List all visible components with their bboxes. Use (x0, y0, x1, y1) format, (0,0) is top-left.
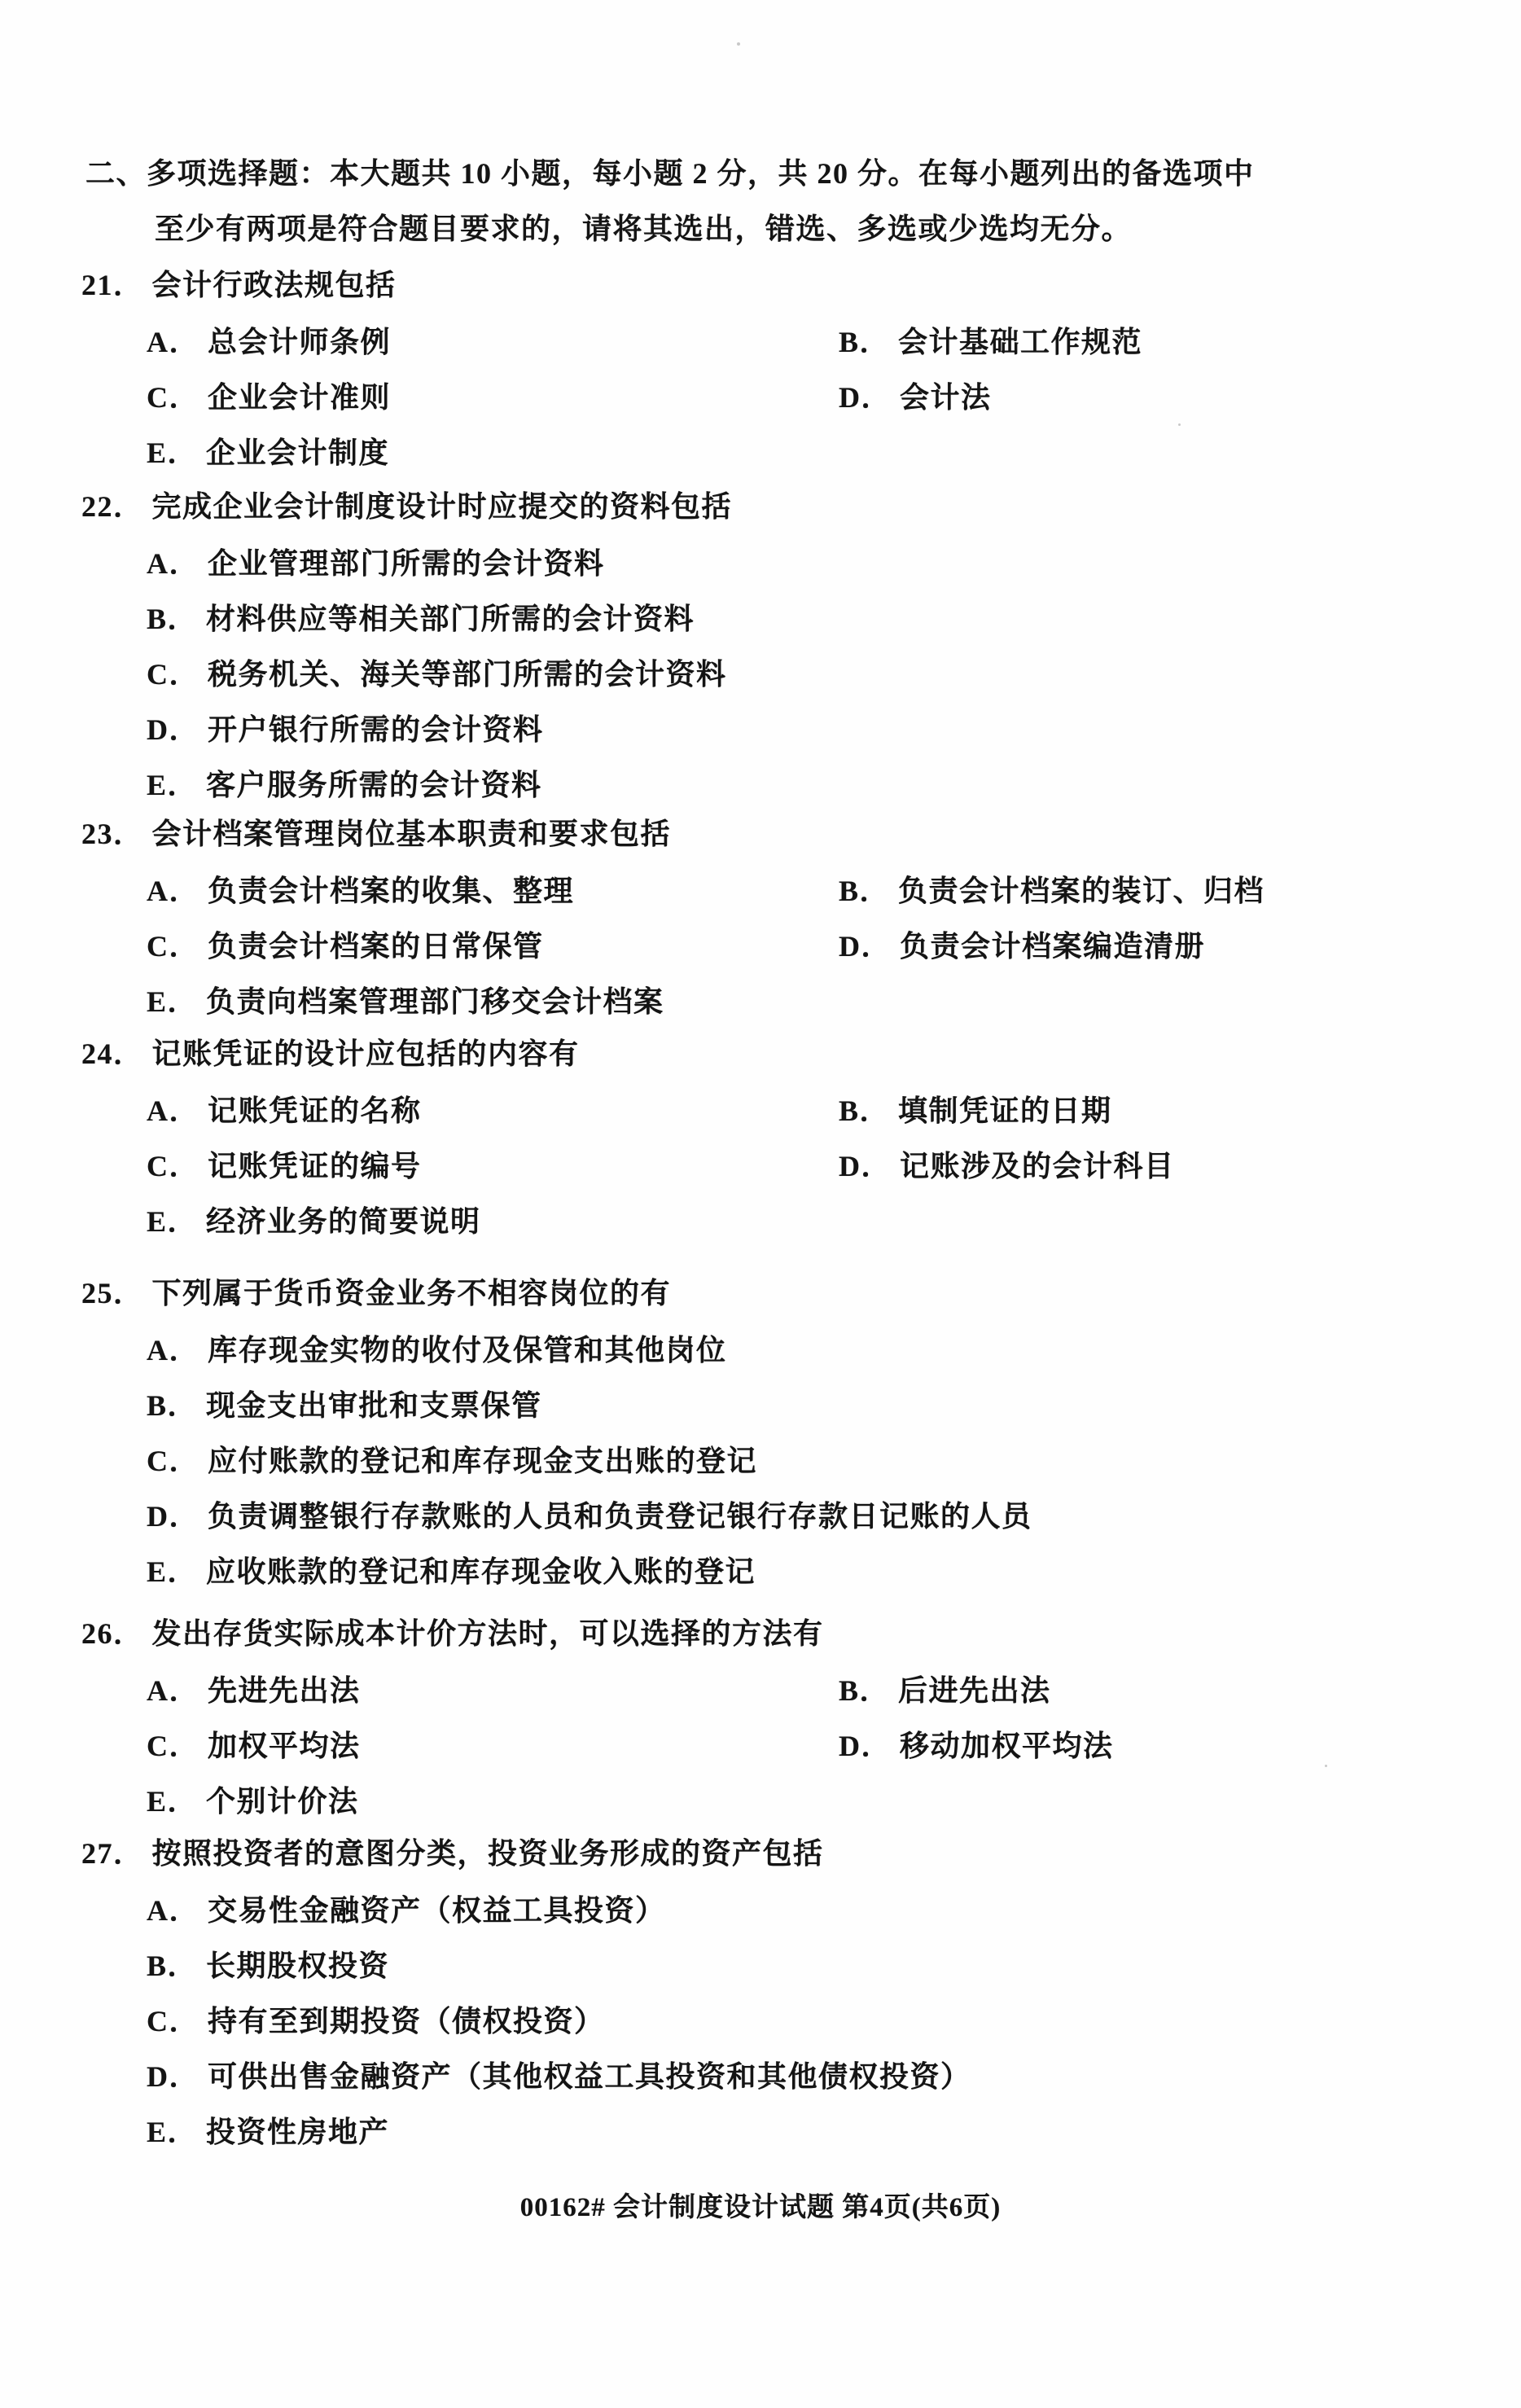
option-text: 个别计价法 (206, 1785, 359, 1818)
option-25-B (147, 1389, 542, 1423)
option-label: A． (147, 326, 199, 358)
option-label: C． (147, 930, 199, 963)
option-label: D． (147, 1500, 199, 1533)
option-text: 库存现金实物的收付及保管和其他岗位 (208, 1334, 727, 1366)
option-25-E (147, 1555, 756, 1589)
option-text: 持有至到期投资（债权投资） (208, 2005, 605, 2037)
option-text: 可供出售金融资产（其他权益工具投资和其他债权投资） (208, 2060, 971, 2093)
option-label: E． (147, 1205, 199, 1238)
question-stem: 下列属于货币资金业务不相容岗位的有 (151, 1277, 672, 1309)
option-22-B (147, 603, 695, 636)
option-23-E (147, 985, 664, 1019)
option-21-B (839, 326, 1142, 359)
option-text: 企业会计准则 (208, 381, 392, 414)
option-text: 先进先出法 (208, 1674, 361, 1707)
section-header-line2: 至少有两项是符合题目要求的，请将其选出，错选、多选或少选均无分。 (155, 213, 1133, 245)
question-27 (0, 1837, 1521, 1871)
option-label: D． (147, 2060, 199, 2093)
option-label: A． (147, 1674, 199, 1707)
option-label: C． (147, 658, 199, 691)
option-23-C (147, 930, 544, 963)
option-text: 税务机关、海关等部门所需的会计资料 (208, 658, 727, 691)
option-label: A． (147, 547, 199, 580)
option-label: C． (147, 1445, 199, 1477)
option-label: E． (147, 2116, 199, 2148)
page-footer: 00162# 会计制度设计试题 第4页(共6页) (519, 2193, 1002, 2222)
option-label: C． (147, 1150, 199, 1182)
option-label: A． (147, 1334, 199, 1366)
question-number: 25． (81, 1277, 144, 1309)
question-stem: 记账凭证的设计应包括的内容有 (151, 1037, 580, 1070)
option-26-B (839, 1674, 1051, 1708)
option-label: C． (147, 2005, 199, 2037)
option-text: 负责会计档案的收集、整理 (208, 875, 575, 907)
option-label: A． (147, 1094, 199, 1127)
option-label: E． (147, 985, 199, 1018)
option-text: 会计基础工作规范 (898, 326, 1143, 358)
scan-speck (737, 42, 740, 46)
option-label: E． (147, 769, 199, 801)
option-text: 交易性金融资产（权益工具投资） (208, 1894, 666, 1927)
option-text: 长期股权投资 (206, 1950, 390, 1982)
option-25-D (147, 1500, 1032, 1533)
option-text: 加权平均法 (208, 1730, 361, 1762)
option-text: 后进先出法 (898, 1674, 1051, 1707)
option-text: 现金支出审批和支票保管 (206, 1389, 542, 1422)
question-number: 26． (81, 1617, 144, 1650)
question-stem: 完成企业会计制度设计时应提交的资料包括 (151, 490, 733, 523)
scan-speck (1325, 1765, 1327, 1767)
option-25-A (147, 1334, 727, 1367)
option-text: 客户服务所需的会计资料 (206, 769, 542, 801)
option-22-D (147, 713, 544, 747)
option-label: D． (839, 1150, 892, 1182)
option-21-C (147, 381, 391, 414)
option-27-E (147, 2116, 389, 2149)
question-number: 27． (81, 1837, 144, 1870)
option-22-A (147, 547, 605, 581)
option-24-D (839, 1150, 1175, 1183)
option-text: 负责会计档案的日常保管 (208, 930, 544, 963)
option-23-A (147, 875, 574, 908)
option-label: B． (147, 1389, 199, 1422)
option-text: 经济业务的简要说明 (206, 1205, 481, 1238)
option-text: 企业会计制度 (206, 436, 390, 469)
option-22-E (147, 769, 542, 802)
option-24-C (147, 1150, 422, 1183)
option-label: D． (839, 930, 892, 963)
option-text: 负责会计档案的装订、归档 (898, 875, 1265, 907)
option-26-E (147, 1785, 359, 1818)
option-26-C (147, 1730, 361, 1763)
option-text: 记账凭证的编号 (208, 1150, 422, 1182)
option-label: B． (839, 875, 891, 907)
option-22-C (147, 658, 727, 691)
option-25-C (147, 1445, 757, 1478)
option-text: 应付账款的登记和库存现金支出账的登记 (208, 1445, 758, 1477)
question-number: 24． (81, 1037, 144, 1070)
option-label: D． (839, 1730, 892, 1762)
question-26 (0, 1617, 1521, 1651)
option-label: C． (147, 1730, 199, 1762)
option-label: E． (147, 436, 199, 469)
question-stem: 发出存货实际成本计价方法时，可以选择的方法有 (151, 1617, 824, 1650)
option-text: 应收账款的登记和库存现金收入账的登记 (206, 1555, 756, 1588)
option-26-D (839, 1730, 1114, 1763)
option-label: B． (147, 603, 199, 635)
option-label: B． (839, 326, 891, 358)
option-24-E (147, 1205, 481, 1239)
option-21-A (147, 326, 391, 359)
question-25 (0, 1277, 1521, 1310)
question-22 (0, 490, 1521, 524)
option-23-D (839, 930, 1205, 963)
option-27-D (147, 2060, 971, 2094)
option-label: D． (839, 381, 892, 414)
option-text: 总会计师条例 (208, 326, 392, 358)
option-label: B． (839, 1094, 891, 1127)
option-label: A． (147, 875, 199, 907)
option-label: D． (147, 713, 199, 746)
option-21-D (839, 381, 992, 414)
section-header-line1: 二、多项选择题：本大题共 10 小题，每小题 2 分，共 20 分。在每小题列出的备选项中 (85, 157, 1255, 190)
option-label: E． (147, 1785, 199, 1818)
option-23-B (839, 875, 1265, 908)
question-number: 23． (81, 818, 144, 850)
option-text: 投资性房地产 (206, 2116, 390, 2148)
option-text: 企业管理部门所需的会计资料 (208, 547, 605, 580)
question-stem: 按照投资者的意图分类，投资业务形成的资产包括 (151, 1837, 824, 1870)
option-24-B (839, 1094, 1112, 1128)
option-21-E (147, 436, 389, 470)
scan-speck (1178, 423, 1181, 426)
question-number: 22． (81, 490, 144, 523)
option-text: 填制凭证的日期 (898, 1094, 1112, 1127)
option-label: C． (147, 381, 199, 414)
option-26-A (147, 1674, 361, 1708)
option-text: 负责会计档案编造清册 (900, 930, 1206, 963)
option-label: B． (839, 1674, 891, 1707)
option-label: E． (147, 1555, 199, 1588)
option-text: 记账凭证的名称 (208, 1094, 422, 1127)
option-27-B (147, 1950, 389, 1983)
option-27-C (147, 2005, 605, 2038)
option-label: A． (147, 1894, 199, 1927)
option-label: B． (147, 1950, 199, 1982)
question-stem: 会计行政法规包括 (151, 269, 397, 301)
option-24-A (147, 1094, 422, 1128)
question-stem: 会计档案管理岗位基本职责和要求包括 (151, 818, 672, 850)
option-text: 移动加权平均法 (900, 1730, 1114, 1762)
option-text: 开户银行所需的会计资料 (208, 713, 544, 746)
option-text: 记账涉及的会计科目 (900, 1150, 1175, 1182)
option-27-A (147, 1894, 666, 1928)
question-23 (0, 818, 1521, 851)
question-21 (0, 269, 1521, 302)
option-text: 会计法 (900, 381, 992, 414)
question-24 (0, 1037, 1521, 1071)
option-text: 材料供应等相关部门所需的会计资料 (206, 603, 695, 635)
question-number: 21． (81, 269, 144, 301)
option-text: 负责向档案管理部门移交会计档案 (206, 985, 664, 1018)
option-text: 负责调整银行存款账的人员和负责登记银行存款日记账的人员 (208, 1500, 1032, 1533)
